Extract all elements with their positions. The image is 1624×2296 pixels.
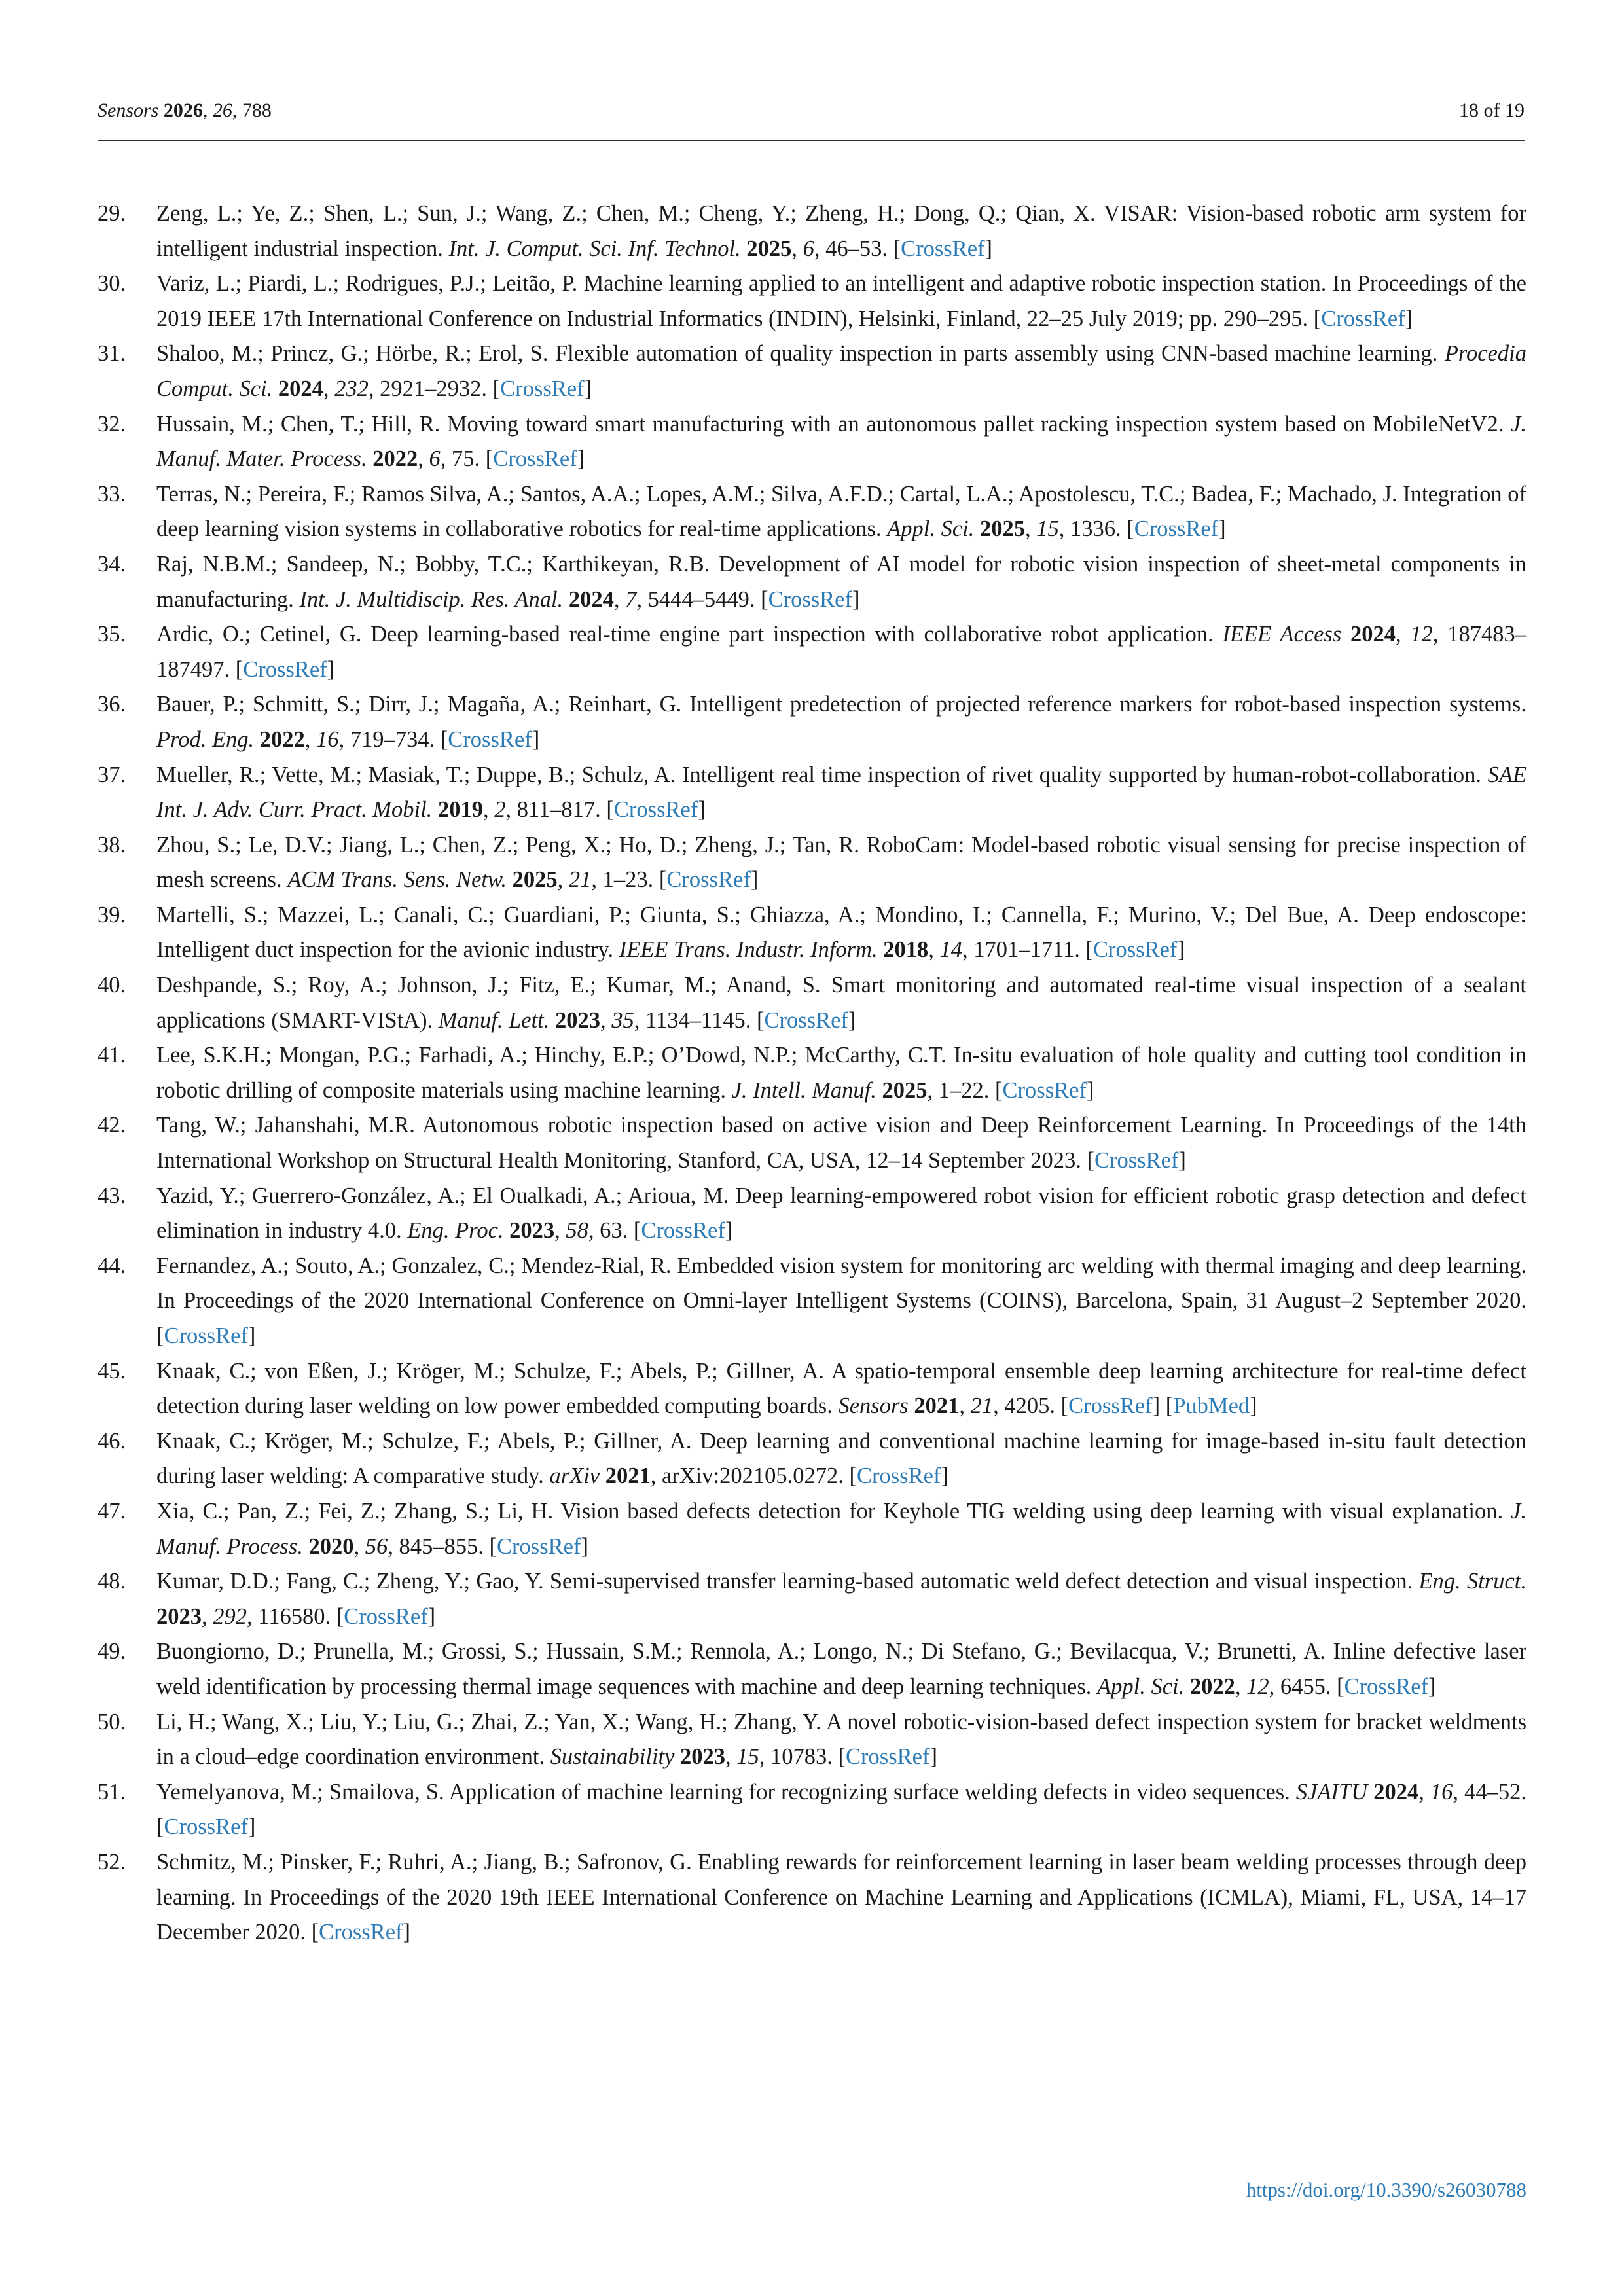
reference-journal: J. Intell. Manuf.: [731, 1077, 876, 1103]
reference-text: Xia, C.; Pan, Z.; Fei, Z.; Zhang, S.; Li, H. Vision based defects detection for Keyhole TIG welding using deep learning with visual explanation.: [156, 1498, 1511, 1524]
reference-text: Buongiorno, D.; Prunella, M.; Grossi, S.; Hussain, S.M.; Rennola, A.; Longo, N.; Di Stefano, G.; Bevilacqua, V.; Brunetti, A. Inline defective laser weld identification by processing thermal image sequences with machine and deep learning techniques.: [156, 1639, 1526, 1699]
reference-volume: 16: [1430, 1779, 1453, 1804]
reference-item: 44. Fernandez, A.; Souto, A.; Gonzalez, C.; Mendez-Rial, R. Embedded vision system for monitoring arc welding with thermal imaging and deep learning. In Proceedings of the 2020 International Conference on Omni-layer Intelligent Systems (COINS), Barcelona, Spain, 31 August–2 September 2020. [CrossRef]: [98, 1249, 1526, 1354]
page-footer: [1246, 2178, 1526, 2202]
reference-text: Zhou, S.; Le, D.V.; Jiang, L.; Chen, Z.; Peng, X.; Ho, D.; Zheng, J.; Tan, R. RoboCam: Model-based robotic visual sensing for precise inspection of mesh screens.: [156, 832, 1526, 893]
reference-volume: 56: [365, 1534, 388, 1559]
reference-text: Bauer, P.; Schmitt, S.; Dirr, J.; Magaña, A.; Reinhart, G. Intelligent predetection of projected reference markers for robot-based inspection systems.: [156, 692, 1526, 717]
reference-year: 2024: [1350, 622, 1396, 647]
crossref-link[interactable]: CrossRef: [497, 1534, 581, 1559]
pubmed-link[interactable]: PubMed: [1173, 1393, 1250, 1419]
reference-item: 41. Lee, S.K.H.; Mongan, P.G.; Farhadi, A.; Hinchy, E.P.; O’Dowd, N.P.; McCarthy, C.T. In-situ evaluation of hole quality and cutting tool condition in robotic drilling of composite materials using machine learning. J. Intell. Manuf. 2025, 1–22. [CrossRef]: [98, 1038, 1526, 1108]
reference-pages: , 46–53.: [814, 236, 888, 261]
reference-year: 2018: [883, 937, 929, 963]
reference-journal: ACM Trans. Sens. Netw.: [287, 867, 507, 893]
reference-volume: 6: [429, 446, 441, 472]
reference-item: 46. Knaak, C.; Kröger, M.; Schulze, F.; Abels, P.; Gillner, A. Deep learning and conventional machine learning for image-based in-situ fault detection during laser welding: A comparative study. arXiv 2021, arXiv:202105.0272. [CrossRef]: [98, 1424, 1526, 1494]
reference-year: 2025: [979, 516, 1025, 542]
reference-year: 2025: [746, 236, 792, 261]
reference-text: Knaak, C.; Kröger, M.; Schulze, F.; Abels, P.; Gillner, A. Deep learning and conventional machine learning for image-based in-situ fault detection during laser welding: A comparative study.: [156, 1428, 1526, 1489]
reference-text: Martelli, S.; Mazzei, L.; Canali, C.; Guardiani, P.; Giunta, S.; Ghiazza, A.; Mondino, I.; Cannella, F.; Murino, V.; Del Bue, A. Deep endoscope: Intelligent duct inspection for the avionic industry.: [156, 902, 1526, 963]
article-number: 788: [242, 99, 272, 121]
reference-number: 37.: [98, 762, 126, 787]
reference-number: 51.: [98, 1779, 126, 1804]
reference-year: 2020: [308, 1534, 354, 1559]
reference-number: 32.: [98, 411, 126, 437]
reference-number: 44.: [98, 1253, 126, 1278]
reference-text: Yemelyanova, M.; Smailova, S. Application of machine learning for recognizing surface welding defects in video sequences.: [156, 1779, 1296, 1804]
reference-number: 29.: [98, 201, 126, 226]
reference-item: 51. Yemelyanova, M.; Smailova, S. Application of machine learning for recognizing surface welding defects in video sequences. SJAITU 2024, 16, 44–52. [CrossRef]: [98, 1775, 1526, 1845]
crossref-link[interactable]: CrossRef: [1344, 1674, 1429, 1699]
reference-number: 49.: [98, 1639, 126, 1664]
reference-text: Ardic, O.; Cetinel, G. Deep learning-based real-time engine part inspection with collaborative robot application.: [156, 622, 1223, 647]
reference-text: Mueller, R.; Vette, M.; Masiak, T.; Duppe, B.; Schulz, A. Intelligent real time inspection of rivet quality supported by human-robot-collaboration.: [156, 762, 1488, 787]
reference-pages: , 75.: [440, 446, 480, 472]
crossref-link[interactable]: CrossRef: [448, 726, 532, 752]
reference-item: 40. Deshpande, S.; Roy, A.; Johnson, J.; Fitz, E.; Kumar, M.; Anand, S. Smart monitoring and automated real-time visual inspection of a sealant applications (SMART-VIStA). Manuf. Lett. 2023, 35, 1134–1145. [CrossRef]: [98, 968, 1526, 1038]
reference-item: 43. Yazid, Y.; Guerrero-González, A.; El Oualkadi, A.; Arioua, M. Deep learning-empowered robot vision for efficient robotic grasp detection and defect elimination in industry 4.0. Eng. Proc. 2023, 58, 63. [CrossRef]: [98, 1179, 1526, 1249]
reference-text: Li, H.; Wang, X.; Liu, Y.; Liu, G.; Zhai, Z.; Yan, X.; Wang, H.; Zhang, Y. A novel robotic-vision-based defect inspection system for bracket weldments in a cloud–edge coordination environment.: [156, 1709, 1526, 1770]
reference-number: 47.: [98, 1498, 126, 1524]
crossref-link[interactable]: CrossRef: [641, 1218, 725, 1244]
reference-text: Zeng, L.; Ye, Z.; Shen, L.; Sun, J.; Wang, Z.; Chen, M.; Cheng, Y.; Zheng, H.; Dong, Q.; Qian, X. VISAR: Vision-based robotic arm system for intelligent industrial inspection.: [156, 201, 1526, 261]
reference-volume: 21: [970, 1393, 994, 1419]
crossref-link[interactable]: CrossRef: [500, 376, 585, 401]
reference-number: 35.: [98, 622, 126, 647]
reference-pages: , 63.: [588, 1218, 628, 1244]
reference-journal: Prod. Eng.: [156, 726, 255, 752]
reference-pages: , 719–734.: [338, 726, 435, 752]
reference-number: 48.: [98, 1569, 126, 1594]
reference-item: 36. Bauer, P.; Schmitt, S.; Dirr, J.; Magaña, A.; Reinhart, G. Intelligent predetection of projected reference markers for robot-based inspection systems. Prod. Eng. 2022, 16, 719–734. [CrossRef]: [98, 687, 1526, 757]
reference-pages: , 811–817.: [505, 797, 601, 823]
reference-pages: , 4205.: [993, 1393, 1056, 1419]
reference-text: Raj, N.B.M.; Sandeep, N.; Bobby, T.C.; Karthikeyan, R.B. Development of AI model for robotic vision inspection of sheet-metal components in manufacturing.: [156, 551, 1526, 612]
crossref-link[interactable]: CrossRef: [493, 446, 577, 472]
reference-journal: J. Manuf. Process.: [156, 1498, 1526, 1559]
reference-year: 2022: [1189, 1674, 1235, 1699]
crossref-link[interactable]: CrossRef: [319, 1920, 403, 1945]
journal-name: Sensors: [98, 99, 159, 121]
reference-volume: 2: [494, 797, 506, 823]
reference-volume: 12: [1246, 1674, 1269, 1699]
reference-text: Deshpande, S.; Roy, A.; Johnson, J.; Fitz, E.; Kumar, M.; Anand, S. Smart monitoring and automated real-time visual inspection of a sealant applications (SMART-VIStA).: [156, 973, 1526, 1033]
reference-item: 30. Variz, L.; Piardi, L.; Rodrigues, P.J.; Leitão, P. Machine learning applied to an intelligent and adaptive robotic inspection station. In Proceedings of the 2019 IEEE 17th International Conference on Industrial Informatics (INDIN), Helsinki, Finland, 22–25 July 2019; pp. 290–295. [CrossRef]: [98, 266, 1526, 336]
reference-item: 38. Zhou, S.; Le, D.V.; Jiang, L.; Chen, Z.; Peng, X.; Ho, D.; Zheng, J.; Tan, R. RoboCam: Model-based robotic visual sensing for precise inspection of mesh screens. ACM Trans. Sens. Netw. 2025, 21, 1–23. [CrossRef]: [98, 828, 1526, 898]
reference-year: 2022: [259, 726, 305, 752]
reference-pages: , 5444–5449.: [636, 586, 755, 612]
reference-list: [98, 196, 1526, 1950]
reference-journal: Int. J. Multidiscip. Res. Anal.: [299, 586, 564, 612]
reference-journal: Appl. Sci.: [887, 516, 975, 542]
crossref-link[interactable]: CrossRef: [1321, 306, 1405, 331]
reference-item: 34. Raj, N.B.M.; Sandeep, N.; Bobby, T.C.; Karthikeyan, R.B. Development of AI model for robotic vision inspection of sheet-metal components in manufacturing. Int. J. Multidiscip. Res. Anal. 2024, 7, 5444–5449. [CrossRef]: [98, 547, 1526, 617]
crossref-link[interactable]: CrossRef: [666, 867, 751, 893]
crossref-link[interactable]: CrossRef: [344, 1604, 428, 1629]
reference-journal: Eng. Proc.: [407, 1218, 504, 1244]
reference-year: 2024: [278, 376, 323, 401]
reference-volume: 232: [334, 376, 369, 401]
reference-year: 2023: [509, 1218, 555, 1244]
reference-year: 2024: [1373, 1779, 1419, 1804]
reference-item: 49. Buongiorno, D.; Prunella, M.; Grossi, S.; Hussain, S.M.; Rennola, A.; Longo, N.; Di Stefano, G.; Bevilacqua, V.; Brunetti, A. Inline defective laser weld identification by processing thermal image sequences with machine and deep learning techniques. Appl. Sci. 2022, 12, 6455. [CrossRef]: [98, 1634, 1526, 1704]
crossref-link[interactable]: CrossRef: [1093, 937, 1178, 963]
reference-item: 31. Shaloo, M.; Princz, G.; Hörbe, R.; Erol, S. Flexible automation of quality inspection in parts assembly using CNN-based machine learning. Procedia Comput. Sci. 2024, 232, 2921–2932. [CrossRef]: [98, 336, 1526, 406]
reference-text: Lee, S.K.H.; Mongan, P.G.; Farhadi, A.; Hinchy, E.P.; O’Dowd, N.P.; McCarthy, C.T. In-situ evaluation of hole quality and cutting tool condition in robotic drilling of composite materials using machine learning.: [156, 1043, 1526, 1103]
reference-item: 50. Li, H.; Wang, X.; Liu, Y.; Liu, G.; Zhai, Z.; Yan, X.; Wang, H.; Zhang, Y. A novel robotic-vision-based defect inspection system for bracket weldments in a cloud–edge coordination environment. Sustainability 2023, 15, 10783. [CrossRef]: [98, 1705, 1526, 1775]
reference-pages: , 1134–1145.: [634, 1007, 751, 1033]
reference-pages: , 1–23.: [591, 867, 654, 893]
reference-text: Tang, W.; Jahanshahi, M.R. Autonomous robotic inspection based on active vision and Deep Reinforcement Learning. In Proceedings of the 14th International Workshop on Structural Health Monitoring, Stanford, CA, USA, 12–14 September 2023.: [156, 1113, 1526, 1174]
reference-item: 32. Hussain, M.; Chen, T.; Hill, R. Moving toward smart manufacturing with an autonomous pallet racking inspection system based on MobileNetV2. J. Manuf. Mater. Process. 2022, 6, 75. [CrossRef]: [98, 407, 1526, 477]
reference-text: Shaloo, M.; Princz, G.; Hörbe, R.; Erol, S. Flexible automation of quality inspection in parts assembly using CNN-based machine learning.: [156, 341, 1445, 367]
reference-volume: 35: [611, 1007, 634, 1033]
reference-number: 40.: [98, 973, 126, 998]
journal-volume: 26: [212, 99, 232, 121]
reference-journal: IEEE Access: [1222, 622, 1342, 647]
reference-number: 42.: [98, 1113, 126, 1138]
reference-volume: 21: [568, 867, 592, 893]
reference-number: 43.: [98, 1183, 126, 1208]
page-number: 18 of 19: [1459, 99, 1525, 121]
reference-number: 41.: [98, 1043, 126, 1068]
reference-year: 2019: [437, 797, 483, 823]
reference-pages: , 1701–1711.: [962, 937, 1080, 963]
crossref-link[interactable]: CrossRef: [1134, 516, 1219, 542]
reference-text: Knaak, C.; von Eßen, J.; Kröger, M.; Schulze, F.; Abels, P.; Gillner, A. A spatio-temporal ensemble deep learning architecture for real-time defect detection during laser welding on low power embedded computing boards.: [156, 1358, 1526, 1419]
reference-journal: arXiv: [549, 1463, 600, 1489]
page-header: [98, 98, 1525, 141]
reference-text: Variz, L.; Piardi, L.; Rodrigues, P.J.; Leitão, P. Machine learning applied to an intelligent and adaptive robotic inspection station. In Proceedings of the 2019 IEEE 17th International Conference on Industrial Informatics (INDIN), Helsinki, Finland, 22–25 July 2019; pp. 290–295.: [156, 271, 1526, 331]
reference-journal: SJAITU: [1295, 1779, 1368, 1804]
reference-pages: , 44–52.: [1453, 1779, 1527, 1804]
journal-year: 2026: [163, 99, 203, 121]
reference-year: 2025: [882, 1077, 928, 1103]
reference-pages: , 10783.: [759, 1744, 833, 1770]
reference-journal: IEEE Trans. Industr. Inform.: [619, 937, 878, 963]
reference-year: 2023: [555, 1007, 601, 1033]
running-citation: Sensors 2026, 26, 788: [98, 99, 272, 121]
reference-journal: Sustainability: [550, 1744, 675, 1770]
reference-number: 33.: [98, 481, 126, 507]
crossref-link[interactable]: CrossRef: [613, 797, 698, 823]
reference-journal: J. Manuf. Mater. Process.: [156, 411, 1526, 472]
reference-year: 2025: [512, 867, 558, 893]
reference-pages: , 1336.: [1058, 516, 1121, 542]
reference-item: 39. Martelli, S.; Mazzei, L.; Canali, C.; Guardiani, P.; Giunta, S.; Ghiazza, A.; Mondino, I.; Cannella, F.; Murino, V.; Del Bue, A. Deep endoscope: Intelligent duct inspection for the avionic industry. IEEE Trans. Industr. Inform. 2018, 14, 1701–1711. [CrossRef]: [98, 898, 1526, 968]
doi-link[interactable]: https://doi.org/10.3390/s26030788: [1246, 2178, 1526, 2201]
reference-number: 34.: [98, 551, 126, 577]
reference-text: Schmitz, M.; Pinsker, F.; Ruhri, A.; Jiang, B.; Safronov, G. Enabling rewards for reinforcement learning in laser beam welding processes through deep learning. In Proceedings of the 2020 19th IEEE International Conference on Machine Learning and Applications (ICMLA), Miami, FL, USA, 14–17 December 2020.: [156, 1849, 1526, 1945]
reference-item: 35. Ardic, O.; Cetinel, G. Deep learning-based real-time engine part inspection with collaborative robot application. IEEE Access 2024, 12, 187483–187497. [CrossRef]: [98, 617, 1526, 687]
reference-number: 31.: [98, 341, 126, 367]
reference-number: 36.: [98, 692, 126, 717]
reference-journal: Manuf. Lett.: [438, 1007, 550, 1033]
crossref-link[interactable]: CrossRef: [164, 1323, 248, 1348]
reference-volume: 16: [316, 726, 339, 752]
reference-volume: 15: [736, 1744, 759, 1770]
reference-item: 42. Tang, W.; Jahanshahi, M.R. Autonomous robotic inspection based on active vision and Deep Reinforcement Learning. In Proceedings of the 14th International Workshop on Structural Health Monitoring, Stanford, CA, USA, 12–14 September 2023. [CrossRef]: [98, 1108, 1526, 1178]
reference-volume: 58: [566, 1218, 588, 1244]
reference-year: 2021: [914, 1393, 960, 1419]
reference-year: 2023: [156, 1604, 202, 1629]
crossref-link[interactable]: CrossRef: [164, 1814, 248, 1840]
reference-journal: Int. J. Comput. Sci. Inf. Technol.: [448, 236, 741, 261]
reference-text: Terras, N.; Pereira, F.; Ramos Silva, A.; Santos, A.A.; Lopes, A.M.; Silva, A.F.D.; Cartal, L.A.; Apostolescu, T.C.; Badea, F.; Machado, J. Integration of deep learning vision systems in collaborative robotics for real-time applications.: [156, 481, 1526, 542]
reference-text: Fernandez, A.; Souto, A.; Gonzalez, C.; Mendez-Rial, R. Embedded vision system for monitoring arc welding with thermal imaging and deep learning. In Proceedings of the 2020 International Conference on Omni-layer Intelligent Systems (COINS), Barcelona, Spain, 31 August–2 September 2020.: [156, 1253, 1526, 1314]
reference-pages: , 187483–187497.: [156, 622, 1527, 682]
crossref-link[interactable]: CrossRef: [1094, 1148, 1179, 1174]
reference-journal: Eng. Struct.: [1418, 1569, 1526, 1594]
reference-item: 37. Mueller, R.; Vette, M.; Masiak, T.; Duppe, B.; Schulz, A. Intelligent real time inspection of rivet quality supported by human-robot-collaboration. SAE Int. J. Adv. Curr. Pract. Mobil. 2019, 2, 811–817. [CrossRef]: [98, 758, 1526, 828]
crossref-link[interactable]: CrossRef: [1068, 1393, 1153, 1419]
reference-year: 2022: [372, 446, 418, 472]
reference-text: Kumar, D.D.; Fang, C.; Zheng, Y.; Gao, Y. Semi-supervised transfer learning-based automatic weld defect detection and visual inspection.: [156, 1569, 1419, 1594]
reference-number: 30.: [98, 271, 126, 296]
reference-pages: , arXiv:202105.0272.: [650, 1463, 844, 1489]
reference-item: 45. Knaak, C.; von Eßen, J.; Kröger, M.; Schulze, F.; Abels, P.; Gillner, A. A spatio-temporal ensemble deep learning architecture for real-time defect detection during laser welding on low power embedded computing boards. Sensors 2021, 21, 4205. [CrossRef] [PubMed]: [98, 1354, 1526, 1424]
reference-year: 2024: [568, 586, 614, 612]
reference-item: 52. Schmitz, M.; Pinsker, F.; Ruhri, A.; Jiang, B.; Safronov, G. Enabling rewards for reinforcement learning in laser beam welding processes through deep learning. In Proceedings of the 2020 19th IEEE International Conference on Machine Learning and Applications (ICMLA), Miami, FL, USA, 14–17 December 2020. [CrossRef]: [98, 1845, 1526, 1950]
reference-number: 52.: [98, 1849, 126, 1874]
crossref-link[interactable]: CrossRef: [846, 1744, 930, 1770]
reference-year: 2021: [605, 1463, 651, 1489]
reference-pages: , 6455.: [1269, 1674, 1331, 1699]
reference-item: 48. Kumar, D.D.; Fang, C.; Zheng, Y.; Gao, Y. Semi-supervised transfer learning-based automatic weld defect detection and visual inspection. Eng. Struct. 2023, 292, 116580. [CrossRef]: [98, 1564, 1526, 1634]
reference-volume: 6: [803, 236, 814, 261]
reference-number: 39.: [98, 902, 126, 927]
reference-pages: , 116580.: [247, 1604, 331, 1629]
reference-pages: , 2921–2932.: [368, 376, 488, 401]
reference-journal: Appl. Sci.: [1097, 1674, 1185, 1699]
reference-journal: Sensors: [838, 1393, 909, 1419]
crossref-link[interactable]: CrossRef: [901, 236, 985, 261]
reference-volume: 14: [939, 937, 963, 963]
reference-volume: 7: [625, 586, 637, 612]
crossref-link[interactable]: CrossRef: [1002, 1077, 1087, 1103]
reference-item: 47. Xia, C.; Pan, Z.; Fei, Z.; Zhang, S.; Li, H. Vision based defects detection for Keyhole TIG welding using deep learning with visual explanation. J. Manuf. Process. 2020, 56, 845–855. [CrossRef]: [98, 1494, 1526, 1564]
crossref-link[interactable]: CrossRef: [764, 1007, 848, 1033]
reference-item: 33. Terras, N.; Pereira, F.; Ramos Silva, A.; Santos, A.A.; Lopes, A.M.; Silva, A.F.D.; Cartal, L.A.; Apostolescu, T.C.; Badea, F.; Machado, J. Integration of deep learning vision systems in collaborative robotics for real-time applications. Appl. Sci. 2025, 15, 1336. [CrossRef]: [98, 477, 1526, 547]
reference-pages: , 1–22.: [927, 1077, 990, 1103]
crossref-link[interactable]: CrossRef: [243, 656, 327, 682]
reference-journal: Procedia Comput. Sci.: [156, 341, 1526, 401]
reference-volume: 12: [1410, 622, 1433, 647]
reference-journal: SAE Int. J. Adv. Curr. Pract. Mobil.: [156, 762, 1526, 823]
crossref-link[interactable]: CrossRef: [768, 586, 852, 612]
reference-year: 2023: [680, 1744, 726, 1770]
reference-pages: , 845–855.: [388, 1534, 484, 1559]
reference-item: 29. Zeng, L.; Ye, Z.; Shen, L.; Sun, J.; Wang, Z.; Chen, M.; Cheng, Y.; Zheng, H.; Dong, Q.; Qian, X. VISAR: Vision-based robotic arm system for intelligent industrial inspection. Int. J. Comput. Sci. Inf. Technol. 2025, 6, 46–53. [CrossRef]: [98, 196, 1526, 266]
reference-text: Hussain, M.; Chen, T.; Hill, R. Moving toward smart manufacturing with an autonomous pallet racking inspection system based on MobileNetV2.: [156, 411, 1511, 437]
reference-volume: 292: [213, 1604, 247, 1629]
reference-number: 46.: [98, 1428, 126, 1454]
reference-number: 50.: [98, 1709, 126, 1734]
reference-text: Yazid, Y.; Guerrero-González, A.; El Oualkadi, A.; Arioua, M. Deep learning-empowered robot vision for efficient robotic grasp detection and defect elimination in industry 4.0.: [156, 1183, 1526, 1244]
reference-number: 45.: [98, 1358, 126, 1384]
reference-volume: 15: [1036, 516, 1059, 542]
crossref-link[interactable]: CrossRef: [856, 1463, 941, 1489]
reference-number: 38.: [98, 832, 126, 857]
